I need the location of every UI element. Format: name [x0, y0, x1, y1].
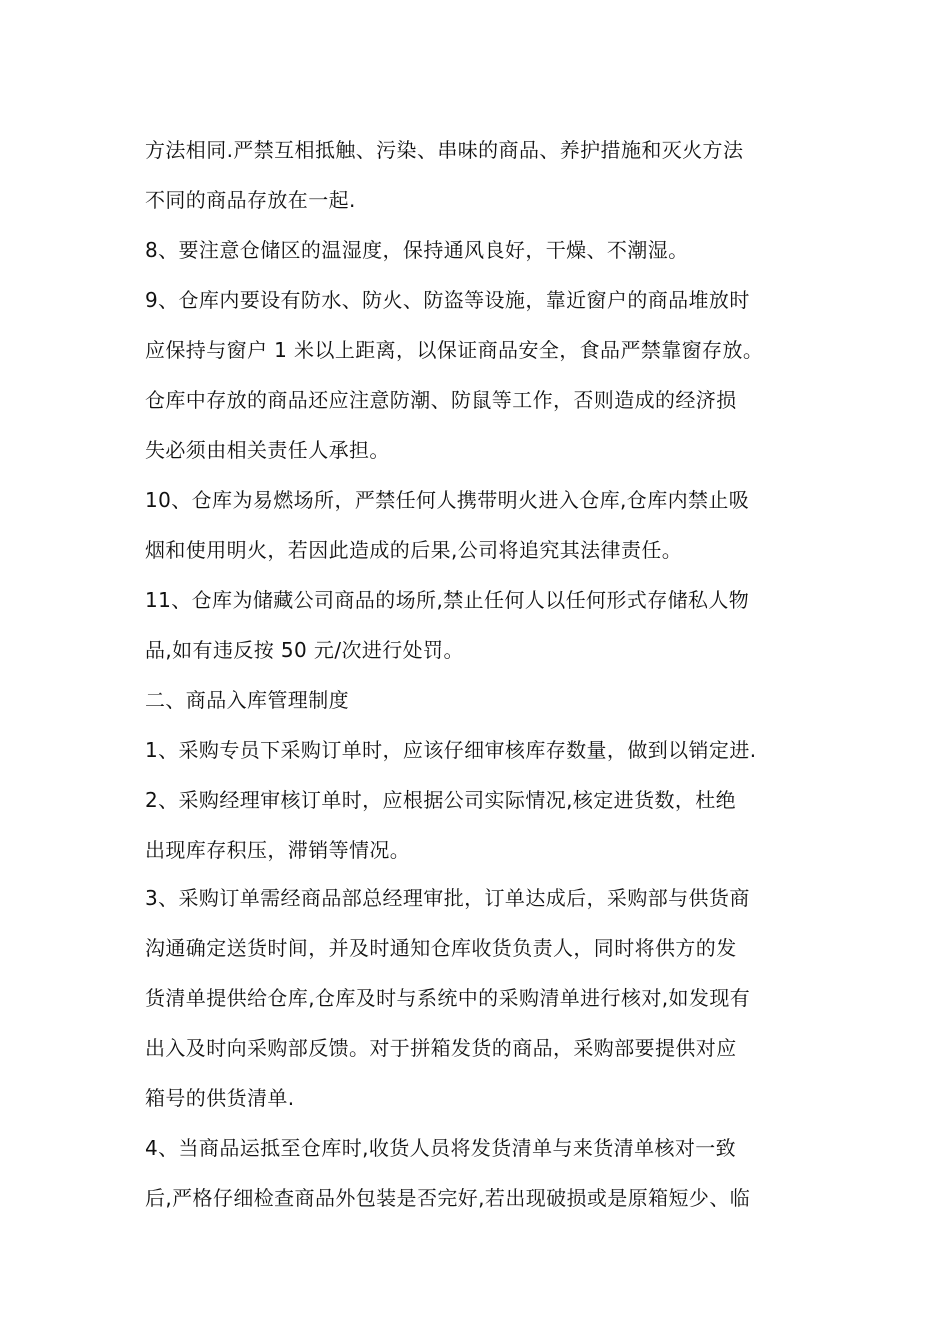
text-line: 11、仓库为储藏公司商品的场所,禁止任何人以任何形式存储私人物 [145, 588, 750, 612]
text-line: 方法相同.严禁互相抵触、污染、串味的商品、养护措施和灭火方法 [145, 138, 744, 162]
text-line: 失必须由相关责任人承担。 [145, 438, 390, 462]
text-line: 2、采购经理审核订单时，应根据公司实际情况,核定进货数，杜绝 [145, 788, 737, 812]
text-line: 品,如有违反按 50 元/次进行处罚。 [145, 638, 464, 662]
text-line: 货清单提供给仓库,仓库及时与系统中的采购清单进行核对,如发现有 [145, 986, 751, 1010]
text-line: 1、采购专员下采购订单时，应该仔细审核库存数量，做到以销定进. [145, 738, 757, 762]
text-line: 4、当商品运抵至仓库时,收货人员将发货清单与来货清单核对一致 [145, 1136, 737, 1160]
text-line: 8、要注意仓储区的温湿度，保持通风良好，干燥、不潮湿。 [145, 238, 689, 262]
text-line: 烟和使用明火，若因此造成的后果,公司将追究其法律责任。 [145, 538, 683, 562]
text-line: 出现库存积压，滞销等情况。 [145, 838, 411, 862]
text-line: 沟通确定送货时间，并及时通知仓库收货负责人，同时将供方的发 [145, 936, 737, 960]
text-line: 后,严格仔细检查商品外包装是否完好,若出现破损或是原箱短少、临 [145, 1186, 751, 1210]
text-line: 箱号的供货清单. [145, 1086, 295, 1110]
text-line: 10、仓库为易燃场所，严禁任何人携带明火进入仓库,仓库内禁止吸 [145, 488, 750, 512]
text-line: 不同的商品存放在一起. [145, 188, 356, 212]
text-line: 仓库中存放的商品还应注意防潮、防鼠等工作，否则造成的经济损 [145, 388, 737, 412]
text-line: 应保持与窗户 1 米以上距离，以保证商品安全，食品严禁靠窗存放。 [145, 338, 764, 362]
text-line: 9、仓库内要设有防水、防火、防盗等设施，靠近窗户的商品堆放时 [145, 288, 750, 312]
text-line: 3、采购订单需经商品部总经理审批，订单达成后，采购部与供货商 [145, 886, 750, 910]
text-line: 出入及时向采购部反馈。对于拼箱发货的商品，采购部要提供对应 [145, 1036, 737, 1060]
section-heading: 二、商品入库管理制度 [145, 688, 349, 712]
